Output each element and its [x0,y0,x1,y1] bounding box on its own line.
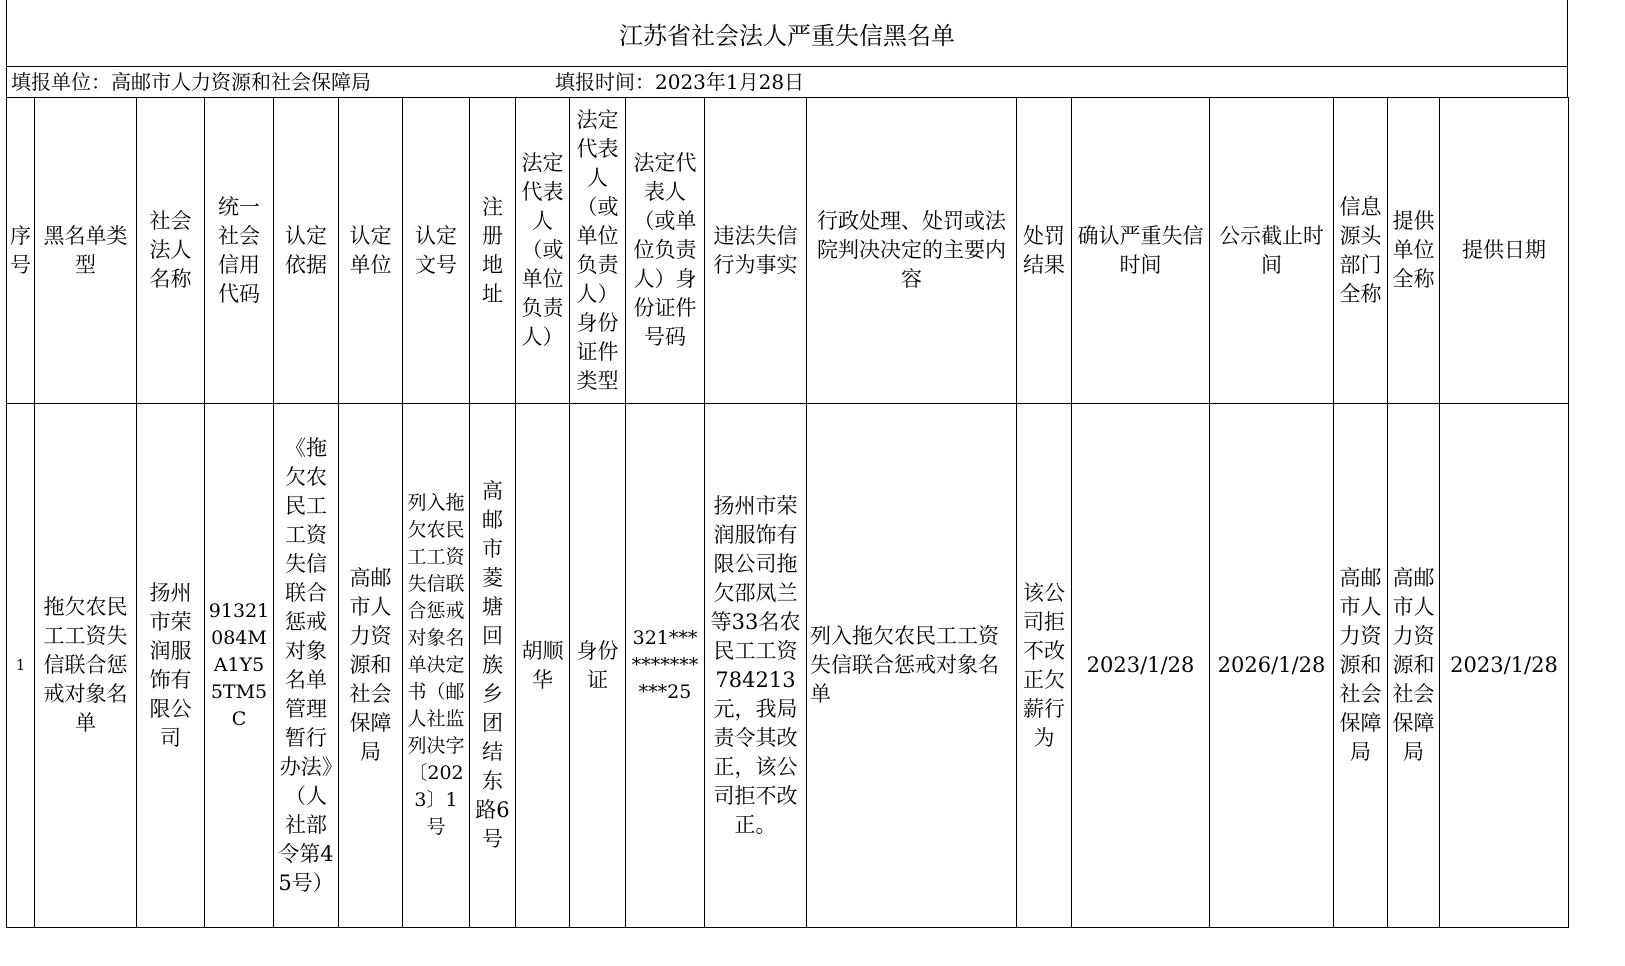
meta-row [6,67,1568,97]
cell-result: 该公司拒不改正欠薪行为 [1017,404,1072,928]
header-type: 黑名单类型 [35,98,137,404]
cell-date: 2023/1/28 [1440,404,1569,928]
fill-unit: 填报单位：高邮市人力资源和社会保障局 [11,70,371,94]
cell-confirm: 2023/1/28 [1072,404,1210,928]
header-source: 信息源头部门全称 [1334,98,1388,404]
header-code: 统一社会信用代码 [205,98,274,404]
cell-code: 91321084MA1Y55TM5C [205,404,274,928]
header-rep: 法定代表人（或单位负责人） [516,98,570,404]
header-result: 处罚结果 [1017,98,1072,404]
header-basis: 认定依据 [274,98,339,404]
cell-source: 高邮市人力资源和社会保障局 [1334,404,1388,928]
header-date: 提供日期 [1440,98,1569,404]
header-addr: 注册地址 [470,98,516,404]
cell-provider: 高邮市人力资源和社会保障局 [1388,404,1440,928]
header-seq: 序号 [7,98,35,404]
header-content: 行政处理、处罚或法院判决决定的主要内容 [807,98,1017,404]
cell-fact: 扬州市荣润服饰有限公司拖欠邵凤兰等33名农民工工资784213元，我局责令其改正，该公司拒不改正。 [705,404,807,928]
cell-basis: 《拖欠农民工工资失信联合惩戒对象名单管理暂行办法》（人社部令第45号） [274,404,339,928]
header-doc: 认定文号 [403,98,470,404]
cell-addr: 高邮市菱塘回族乡团结东路6号 [470,404,516,928]
cell-rep: 胡顺华 [516,404,570,928]
sheet-title: 江苏省社会法人严重失信黑名单 [6,0,1568,67]
cell-content: 列入拖欠农民工工资失信联合惩戒对象名单 [807,404,1017,928]
cell-idtype: 身份证 [570,404,626,928]
blacklist-sheet [6,0,1568,928]
header-name: 社会法人名称 [137,98,205,404]
cell-name: 扬州市荣润服饰有限公司 [137,404,205,928]
cell-seq: 1 [7,404,35,928]
cell-end: 2026/1/28 [1210,404,1334,928]
cell-idno: 321*************25 [626,404,705,928]
header-org: 认定单位 [339,98,403,404]
cell-type: 拖欠农民工工资失信联合惩戒对象名单 [35,404,137,928]
header-fact: 违法失信行为事实 [705,98,807,404]
fill-time: 填报时间：2023年1月28日 [555,70,805,94]
cell-doc: 列入拖欠农民工工资失信联合惩戒对象名单决定书（邮人社监列决字〔2023〕1号 [403,404,470,928]
blacklist-table [6,97,1569,928]
header-provider: 提供单位全称 [1388,98,1440,404]
header-end: 公示截止时间 [1210,98,1334,404]
header-idno: 法定代表人（或单位负责人）身份证件号码 [626,98,705,404]
header-confirm: 确认严重失信时间 [1072,98,1210,404]
header-idtype: 法定代表人（或单位负责人）身份证件类型 [570,98,626,404]
table-row [7,404,1569,928]
header-row [7,98,1569,404]
cell-org: 高邮市人力资源和社会保障局 [339,404,403,928]
